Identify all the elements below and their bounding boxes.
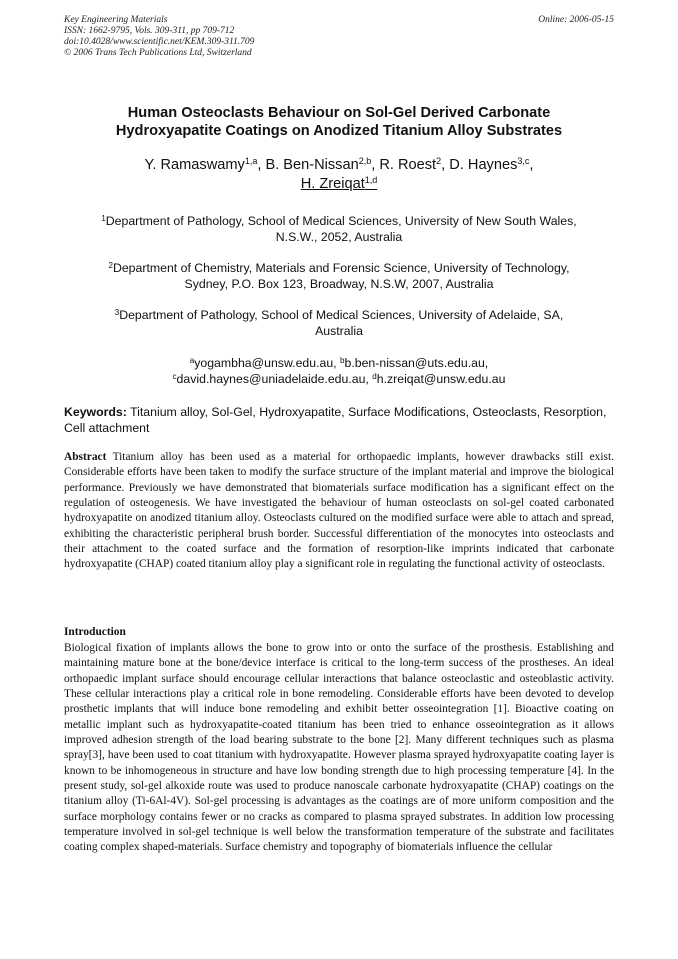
affiliation-line: Australia	[315, 324, 363, 338]
email-sup: a	[189, 356, 195, 365]
email-list	[60, 355, 618, 387]
affiliation-line: Department of Pathology, School of Medical Sciences, University of New South Wales,	[105, 214, 577, 228]
author-sup: 2	[436, 156, 442, 166]
author-line-1: Y. Ramaswamy$^{1,a}$, B. Ben-Nissan$^{2,b}$, R. Roest$^2$, D. Haynes$^{3,c}$,	[144, 156, 534, 173]
journal-copyright: © 2006 Trans Tech Publications Ltd, Switzerland	[64, 48, 252, 58]
affiliation-line: Sydney, P.O. Box 123, Broadway, N.S.W, 2007, Australia	[184, 277, 494, 291]
author-name: B. Ben-Nissan	[265, 157, 359, 173]
journal-doi: doi:10.4028/www.scientific.net/KEM.309-311.709	[64, 37, 255, 47]
corresponding-author	[301, 176, 378, 192]
author-sup: 3,c	[517, 156, 530, 166]
title-line-1: Human Osteoclasts Behaviour on Sol-Gel Derived Carbonate	[127, 105, 551, 121]
author-line-2	[40, 175, 638, 194]
affiliation-line: N.S.W., 2052, Australia	[275, 230, 403, 244]
introduction-text: Biological fixation of implants allows the bone to grow into or onto the surface of the prosthesis. Establishing and maintaining mature bone at the bone/device interface is critical to the long-term success of the prostheses. An ideal orthopaedic implant surface should encourage cellular interactions that balance osteoclastic and osteoblastic activity. These cellular interactions play a critical role in bone remodeling. Considerable efforts have been devoted to develop prosthetic implants that will induce bone remodeling and exhibit better osseointegration [1]. Bioactive coating on metallic implant such as hydroxyapatite-coated titanium has been tried to enhance osseointegration as it allows improved adhesion strength of the load bearing substrate to the bone [2]. Many different techniques such as plasma spray[3], have been used to coat titanium with hydroxyapatite. However plasma sprayed hydroxyapatite coating layer is known to be inhomogeneous in structure and have low bonding strength due to high processing temperature [4]. In the present study, sol-gel alkoxide route was used to produce nanoscale carbonate hydroxyapatite (CHAP) coatings on the titanium alloy (Ti-6Al-4V). Sol-gel processing is advantages as the coatings are of more uniform composition and the surface morphology contains fewer or no cracks as compared to plasma sprayed substrates. In addition low processing temperature involved in sol-gel technique is well below the transformation temperature of the substrate and facilitates coating complex shaped-materials. Surface chemistry and topography of biomaterials influence the cellular	[64, 642, 614, 854]
abstract	[64, 450, 614, 573]
affiliation-sup: 3	[114, 308, 120, 317]
title-line-2: Hydroxyapatite Coatings on Anodized Titanium Alloy Substrates	[115, 123, 563, 139]
affiliation-sup: 2	[108, 261, 113, 270]
email-sup: c	[172, 372, 177, 381]
affiliation-1	[60, 213, 618, 245]
abstract-label: Abstract	[64, 451, 107, 463]
author-name: H. Zreiqat	[300, 176, 365, 192]
author-name: D. Haynes	[449, 157, 518, 173]
journal-header	[64, 15, 254, 59]
section-heading: Introduction	[64, 626, 126, 638]
author-sup: 1,a	[244, 156, 258, 166]
affiliation-sup: 1	[101, 214, 106, 223]
affiliation-3	[60, 307, 618, 339]
abstract-text: Titanium alloy has been used as a material for orthopaedic implants, however drawbacks still exist. Considerable efforts have been taken to modify the surface structure of the implant material and improve the biological performance. Previously we have demonstrated that biomaterials surface modification has a significant effect on the regulation of osteogenesis. We have investigated the behaviour of human osteoclasts on sol-gel coated carbonated hydroxyapatite on anodized titanium alloy. Osteoclasts cultured on the modified surface were able to attach and spread, exhibiting the characteristic peripheral brush border. Successful differentiation of the monocytes into osteoclasts and their attachment to the coated surface and the formation of resorption-like imprints indicated that carbonate hydroxyapatite (CHAP) coated titanium alloy play a significant role in regulating the functional activity of osteoclasts.	[64, 451, 614, 571]
journal-name: Key Engineering Materials	[64, 15, 168, 25]
keywords	[64, 404, 614, 436]
email-address: david.haynes@uniadelaide.edu.au,	[176, 372, 369, 386]
online-date: Online: 2006-05-15	[538, 15, 614, 25]
affiliation-line: Department of Chemistry, Materials and Forensic Science, University of Technology,	[112, 261, 570, 275]
journal-issn: ISSN: 1662-9795, Vols. 309-311, pp 709-712	[64, 26, 235, 36]
author-sup: 2,b	[358, 156, 372, 166]
keywords-text: Titanium alloy, Sol-Gel, Hydroxyapatite, Surface Modifications, Osteoclasts, Resorption, Cell attachment	[64, 405, 607, 435]
email-address: yogambha@unsw.edu.au,	[194, 356, 337, 370]
affiliation-2	[60, 260, 618, 292]
author-name: R. Roest	[379, 157, 437, 173]
author-name: Y. Ramaswamy	[144, 157, 245, 173]
email-address: b.ben-nissan@uts.edu.au,	[344, 356, 489, 370]
email-address: h.zreiqat@unsw.edu.au	[376, 372, 506, 386]
paper-title	[40, 104, 638, 140]
author-list	[40, 156, 638, 194]
keywords-label: Keywords:	[64, 405, 127, 419]
author-sup: 1,d	[364, 175, 378, 185]
affiliation-line: Department of Pathology, School of Medical Sciences, University of Adelaide, SA,	[119, 308, 564, 322]
email-sup: d	[372, 372, 377, 381]
email-sup: b	[340, 356, 345, 365]
